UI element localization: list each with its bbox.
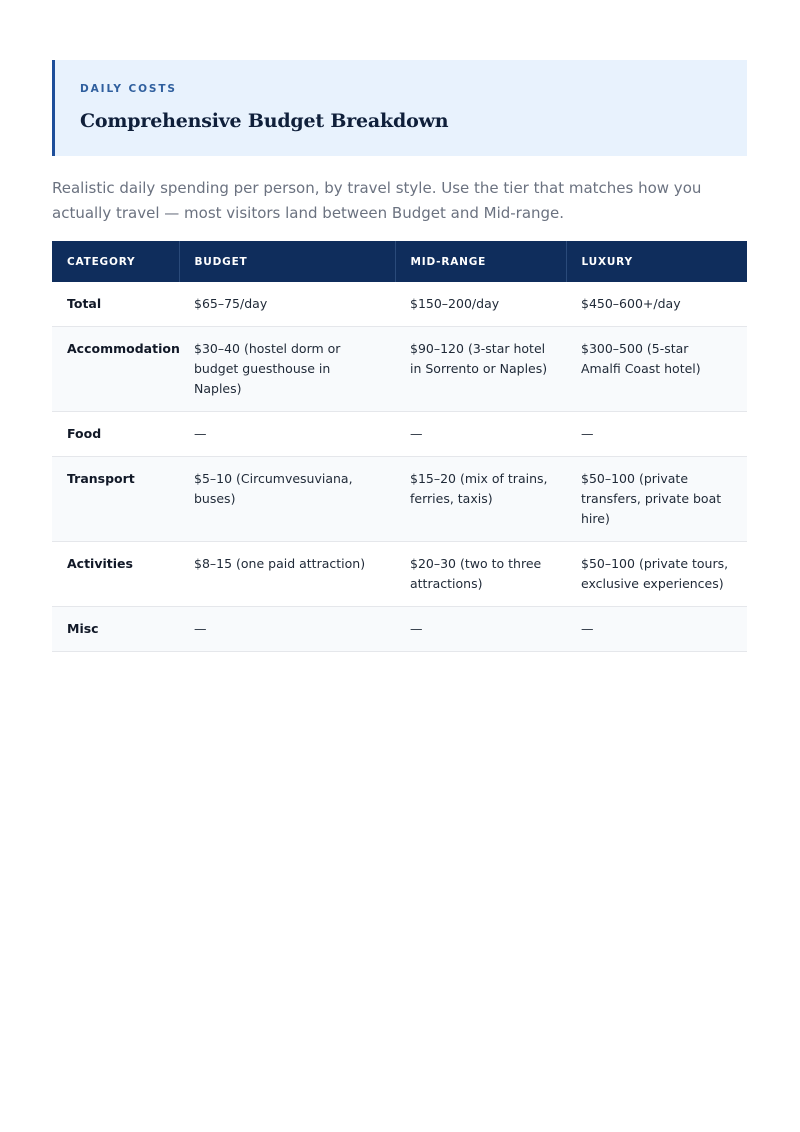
section-eyebrow: DAILY COSTS xyxy=(80,83,177,95)
row-budget: $5–10 (Circumvesuviana, buses) xyxy=(179,457,395,542)
row-luxury: $300–500 (5-star Amalfi Coast hotel) xyxy=(566,327,747,412)
table-row xyxy=(52,327,747,412)
table-body xyxy=(52,282,747,652)
row-midrange: $15–20 (mix of trains, ferries, taxis) xyxy=(395,457,566,542)
row-luxury: $50–100 (private tours, exclusive experiences) xyxy=(566,542,747,607)
section-title: Comprehensive Budget Breakdown xyxy=(80,110,449,132)
row-budget: $30–40 (hostel dorm or budget guesthouse in Naples) xyxy=(179,327,395,412)
row-luxury: $450–600+/day xyxy=(566,282,747,327)
row-budget: — xyxy=(179,412,395,457)
row-category: Food xyxy=(52,412,179,457)
table-row xyxy=(52,282,747,327)
column-header-luxury: LUXURY xyxy=(566,241,747,282)
row-category: Activities xyxy=(52,542,179,607)
budget-table xyxy=(52,241,747,652)
column-header-category: CATEGORY xyxy=(52,241,179,282)
table-row xyxy=(52,412,747,457)
row-category: Misc xyxy=(52,607,179,652)
table-row xyxy=(52,542,747,607)
table-header xyxy=(52,241,747,282)
row-midrange: $20–30 (two to three attractions) xyxy=(395,542,566,607)
row-midrange: — xyxy=(395,607,566,652)
intro-paragraph: Realistic daily spending per person, by travel style. Use the tier that matches how you actually travel — most visitors land between Budget and Mid-range. xyxy=(52,179,702,222)
row-budget: $8–15 (one paid attraction) xyxy=(179,542,395,607)
row-luxury: — xyxy=(566,412,747,457)
table-row xyxy=(52,607,747,652)
row-category: Total xyxy=(52,282,179,327)
row-luxury: $50–100 (private transfers, private boat hire) xyxy=(566,457,747,542)
row-midrange: $90–120 (3-star hotel in Sorrento or Naples) xyxy=(395,327,566,412)
table-row xyxy=(52,457,747,542)
table-header-row xyxy=(52,241,747,282)
row-midrange: — xyxy=(395,412,566,457)
column-header-budget: BUDGET xyxy=(179,241,395,282)
section-header xyxy=(52,60,747,156)
row-budget: $65–75/day xyxy=(179,282,395,327)
row-category: Accommodation xyxy=(52,327,179,412)
page xyxy=(52,60,747,652)
column-header-midrange: MID-RANGE xyxy=(395,241,566,282)
row-midrange: $150–200/day xyxy=(395,282,566,327)
row-category: Transport xyxy=(52,457,179,542)
row-luxury: — xyxy=(566,607,747,652)
row-budget: — xyxy=(179,607,395,652)
